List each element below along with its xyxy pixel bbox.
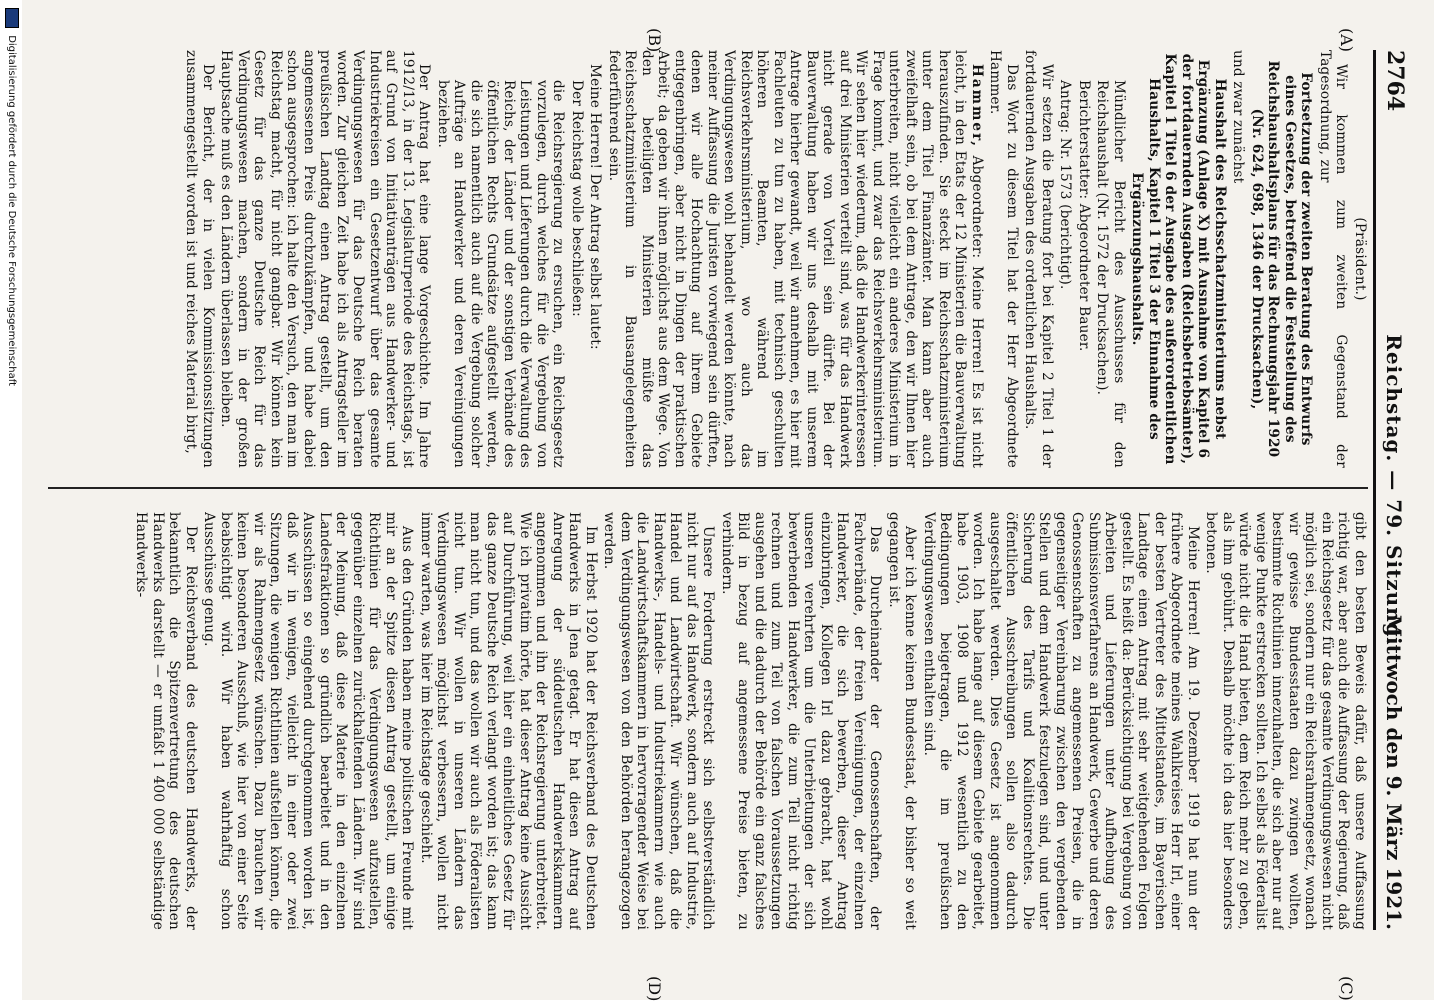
margin-marker-d: (D): [645, 976, 664, 1001]
right-column: [28, 512, 1368, 930]
session-date: Mittwoch den 9. März 1921.: [1382, 614, 1406, 930]
speaker-label: (Präsident.): [1352, 217, 1368, 301]
paragraph: Wir kommen zum zweiten Gegenstand der Tagesordnung, zur: [1317, 50, 1350, 468]
margin-marker-b: (B): [645, 28, 664, 53]
paragraph: und zwar zunächst: [1230, 50, 1247, 184]
running-header: [1373, 50, 1416, 930]
page-number: 2764: [1382, 50, 1408, 112]
paragraph: Der Reichsverband des deutschen Handwerks, der bekanntlich die Spitzenvertretung des deutschen Handwerks darstellt — er umfaßt 1 400 000 selbständige Handwerks-: [133, 512, 199, 930]
report-line: Antrag: Nr. 1573 (berichtigt).: [1057, 80, 1074, 290]
digitization-credit: [0, 0, 22, 1000]
paragraph: Aber ich kenne keinen Bundesstaat, der bisher so weit gegangen ist.: [886, 512, 919, 930]
quote-text: die Reichsregierung zu ersuchen, ein Reichsgesetz vorzulegen, durch welches für die Vergebung von Leistungen und Lieferungen durch die Verwaltung des Reichs, der Länder und der sonstigen Verbände des öffentlichen Rechts Grundsätze aufgestellt werden, die sich namentlich auch auf die Vergebung solcher Aufträge an Handwerker und deren Vereinigungen beziehen.: [435, 80, 567, 468]
report-line: Berichterstatter: Abgeordneter Bauer.: [1076, 80, 1092, 352]
agenda-heading: Fortsetzung der zweiten Beratung des Entwurfs eines Gesetzes, betreffend die Feststellung des Reichshaushaltsplans für das Rechnungsjahr 1920 (Nr. 624, 698, 1346 der Drucksachen),: [1249, 60, 1315, 458]
paragraph: Der Bericht, der in vielen Kommissionssitzungen zusammengestellt worden ist und reiches Material birgt,: [183, 50, 216, 468]
paragraph: Aus den Gründen haben meine politischen Freunde mit mir an der Spitze diesen Antrag gestellt, um einige Richtlinien für das Verdingungswesen aufzustellen, gegenüber einzelnen zurückhaltenden Ländern. Wir sind der Meinung, daß diese Materie in den einzelnen Landesfraktionen so gründlich bearbeitet und in den Ausschüssen so eingehend durchgenommen worden ist, daß wir in wenigen, vielleicht in einer oder zwei Sitzungen, die wenigen Richtlinien aufstellen können, die wir als Rahmengesetz wünschen. Dazu brauchen wir keinen besonderen Ausschuß, wie hier von einer Seite beabsichtigt wird. Wir haben wahrhaftig schon Ausschüsse genug.: [201, 512, 416, 930]
running-title: Reichstag. — 79. Sitzung.: [1382, 334, 1406, 646]
dfg-logo-icon: [5, 8, 19, 28]
paragraph: Der Antrag hat eine lange Vorgeschichte. Im Jahre 1912/13, in der 13. Legislaturperiode des Reichstags, ist auf Grund von Initiativanträgen aus Handwerker- und Industriekreisen ein Gesetzentwurf über das gesamte Verdingungswesen für das Deutsche Reich beraten worden. Zur gleichen Zeit habe ich als Antragsteller im preußischen Landtag einen Antrag gestellt, um den angemessenen Preis durchzukämpfen, und habe dabei schon ausgesprochen: ich halte den Versuch, den man im Reichstag macht, für nicht gangbar. Wir können kein Gesetz für das ganze Deutsche Reich für das Verdingungswesen machen, sondern in der großen Hauptsache muß es den Ländern überlassen bleiben.: [218, 50, 433, 468]
speaker-name: Hammer,: [969, 64, 985, 148]
paragraph: Im Herbst 1920 hat der Reichsverband des Deutschen Handwerks in Jena getagt. Er hat diesen Antrag auf Anregung der süddeutschen Handwerkskammern angenommen und ihn der Reichsregierung unterbreitet. Wie ich privatim hörte, hat dieser Antrag keine Aussicht auf Durchführung, weil hier ein einheitliches Gesetz für das ganze Deutsche Reich verlangt worden ist; das kann man nicht tun, und das wollen wir auch als Föderalisten nicht tun. Wir wollen in unseren Ländern das Verdingungswesen möglichst verbessern, wollen nicht immer warten, was hier im Reichstage geschieht.: [418, 512, 599, 930]
quote-line: Der Reichstag wolle beschließen:: [569, 80, 585, 317]
speech-text: Abgeordneter: Meine Herren! Es ist nicht leicht, in den Etats der 12 Ministerien die Bauverwaltung herauszufinden. Sie steckt im Reichsschatzministerium unter dem Titel Finanzämter. Man kann aber auch zweifelhaft sein, ob bei dem Antrage, den wir Ihnen hier unterbreiten, nicht vielleicht ein anderes Ministerium in Frage kommt, und zwar das Reichsverkehrsministerium. Wir sehen hier wiederum, daß die Handwerkerinteressen auf drei Ministerien verteilt sind, was für das Handwerk nicht gerade von Vorteil sein dürfte. Bei der Bauverwaltung haben wir uns deshalb mit unserem Antrage hierher gewandt, weil wir annehmen, es hier mit Fachleuten zu tun zu haben, mit technisch geschulten höheren Beamten, während im Reichsverkehrsministerium, wo auch das Verdingungswesen wohl behandelt werden könnte, nach meiner Auffassung die Juristen vorwiegend sein dürften, denen wir alle Hochachtung auf ihrem Gebiete entgegenbringen, aber nicht in Dingen der praktischen Arbeit; da geben wir ihnen möglichst aus dem Wege. Von den beteiligten Ministerien müßte das Reichsschatzministerium in Bausangelegenheiten federführend sein.: [606, 50, 985, 468]
margin-marker-a: (A): [1337, 28, 1356, 53]
report-line: Mündlicher Bericht des Ausschusses für den Reichshaushalt (Nr. 1572 der Drucksachen).: [1094, 80, 1127, 468]
paragraph: Das Durcheinander der Genossenschaften, der Fachverbände, der freien Vereinigungen, der einzelnen Handwerker, die sich bewerben, dieser Antrag einzubringen, Kollegen Irl dazu gebracht, hat wohl unseren verehrten um die Unterbietungen der sich bewerbenden Handwerker, die zum Teil nicht richtig rechnen und zum Teil von falschen Voraussetzungen ausgehen und die dadurch der Behörde ein ganz falsches Bild in bezug auf angemessene Preise bieten, zu verhindern.: [719, 512, 884, 930]
credit-text: Digitalisierung gefördert durch die Deutsche Forschungsgemeinschaft: [6, 35, 17, 387]
paragraph: gibt den besten Beweis dafür, daß unsere Auffassung richtig war, aber auch die Auffassung der Regierung, daß ein Reichsgesetz für das gesamte Verdingungswesen nicht möglich sei, sondern nur ein Reichsrahmengesetz, wonach wir gewisse Bundesstaaten dazu zwingen wollten, bestimmte Richtlinien innezuhalten, die sich aber nur auf wenige Punkte erstrecken sollten. Ich selbst als Föderalist würde nicht die Hand bieten, dem Reich mehr zu geben, als ihm gebührt. Deshalb möchte ich das hier besonders betonen.: [1203, 512, 1368, 930]
column-divider: [48, 487, 1368, 489]
paragraph: Meine Herren! Der Antrag selbst lautet:: [587, 64, 604, 350]
paragraph: Unsere Forderung erstreckt sich selbstverständlich nicht nur auf das Handwerk, sondern auch auf Industrie, Handel und Landwirtschaft. Wir wünschen, daß die Handwerks-, Handels- und Industriekammern wie auch die Landwirtschaftskammern in hervorragender Weise bei dem Verdingungswesen von den Behörden herangezogen werden.: [601, 512, 717, 930]
paragraph: Wir setzen die Beratung fort bei Kapitel 2 Titel 1 der fortdauernden Ausgaben des ordentlichen Haushalts.: [1022, 50, 1055, 468]
left-column: [28, 50, 1368, 468]
agenda-subheading: Haushalt des Reichsschatzministeriums nebst Ergänzung (Anlage X) mit Ausnahme von Kapitel 6 der fortdauernden Ausgaben (Reichsbetriebsämter), Kapitel 1 Titel 6 der Ausgabe des außerordentlichen Haushalts, Kapitel 1 Titel 3 der Einnahme des Ergänzungshaushalts.: [1129, 53, 1228, 465]
paragraph: Meine Herren! Am 19. Dezember 1919 hat nun der frühere Abgeordnete meines Wahlkreises Herr Irl, einer der besten Vertreter des Mittelstandes, im Bayerischen Landtage einen Antrag mit sehr weitgehenden Folgen gestellt. Es heißt da: Berücksichtigung bei Vergebung von Arbeiten und Lieferungen unter Aufhebung des Submissionsverfahrens an Handwerk, Gewerbe und deren Genossenschaften zu angemessenen Preisen, die in gegenseitiger Vereinbarung zwischen den vergebenden Stellen und dem Handwerk festzulegen sind, und unter Sicherung des Tarifs und Koalitionsrechtes. Die öffentlichen Ausschreibungen sollen also dadurch ausgeschaltet werden. Dies Gesetz ist angenommen worden. Ich habe lange auf diesem Gebiete gearbeitet, habe 1903, 1908 und 1912 wesentlich zu den Bedingungen beigetragen, die im preußischen Verdingungswesen enthalten sind.: [921, 512, 1201, 930]
margin-marker-c: (C): [1337, 976, 1356, 1001]
paragraph: Das Wort zu diesem Titel hat der Herr Abgeordnete Hammer.: [987, 50, 1020, 468]
speech-paragraph: [606, 50, 986, 468]
